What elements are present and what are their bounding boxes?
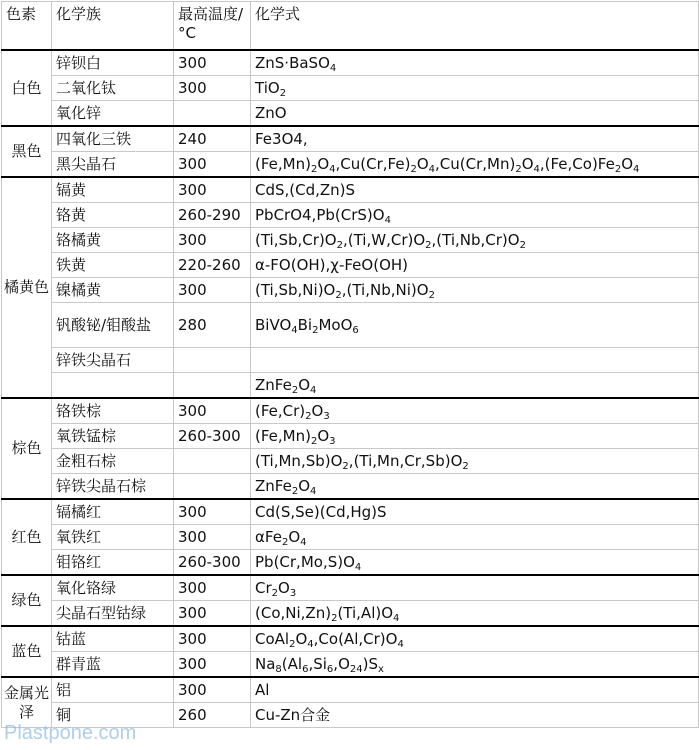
max-temp-cell: 300 [174, 228, 251, 253]
formula-cell: $(Ti,Mn,Sb)O_2,(Ti,Mn,Cr,Sb)O_2$ [251, 449, 699, 474]
table-row [2, 348, 699, 373]
formula-cell: $PbCrO4,Pb(CrS)O_4$ [251, 203, 699, 228]
formula-cell: ZnO [251, 101, 699, 127]
chem-family-cell: 锌钡白 [52, 50, 174, 76]
max-temp-cell: 300 [174, 177, 251, 203]
chem-family-cell: 氧化铬绿 [52, 575, 174, 601]
max-temp-cell: 260-300 [174, 424, 251, 449]
max-temp-cell: 300 [174, 525, 251, 550]
chem-family-cell: 氧化锌 [52, 101, 174, 127]
max-temp-cell: 300 [174, 278, 251, 303]
table-row [2, 303, 699, 348]
formula-cell: $\alpha Fe_2O_4$ [251, 525, 699, 550]
header-row [2, 2, 699, 51]
chem-family-cell [52, 373, 174, 399]
max-temp-cell: 300 [174, 499, 251, 525]
chem-family-cell: 氧铁锰棕 [52, 424, 174, 449]
category-cell: 红色 [2, 499, 52, 575]
formula-cell: $(Ti,Sb,Cr)O_2,(Ti,W,Cr)O_2,(Ti,Nb,Cr)O_2$ [251, 228, 699, 253]
pigment-table [1, 1, 699, 728]
table-row [2, 152, 699, 178]
table-row [2, 278, 699, 303]
max-temp-cell: 300 [174, 398, 251, 424]
formula-cell: Cd(S,Se)(Cd,Hg)S [251, 499, 699, 525]
table-row [2, 474, 699, 500]
max-temp-cell: 300 [174, 677, 251, 703]
chem-family-cell: 镉橘红 [52, 499, 174, 525]
header-chem-family: 化学族 [52, 2, 174, 51]
max-temp-cell [174, 474, 251, 500]
table-row [2, 703, 699, 728]
max-temp-cell: 300 [174, 76, 251, 101]
chem-family-cell: 铁黄 [52, 253, 174, 278]
chem-family-cell: 铜 [52, 703, 174, 728]
max-temp-cell: 260 [174, 703, 251, 728]
chem-family-cell: 尖晶石型钴绿 [52, 601, 174, 627]
chem-family-cell: 铬黄 [52, 203, 174, 228]
max-temp-cell: 220-260 [174, 253, 251, 278]
table-row [2, 50, 699, 76]
formula-cell: α-FO(OH),χ-FeO(OH) [251, 253, 699, 278]
max-temp-cell: 260-300 [174, 550, 251, 576]
watermark: Plastpone.com [4, 722, 137, 744]
table-row [2, 126, 699, 152]
category-cell: 蓝色 [2, 626, 52, 677]
formula-cell: $(Fe,Cr)_2O_3$ [251, 398, 699, 424]
chem-family-cell: 铬橘黄 [52, 228, 174, 253]
pigment-table-body [2, 2, 699, 728]
max-temp-cell: 260-290 [174, 203, 251, 228]
formula-cell: ZnS·BaSO$_4$ [251, 50, 699, 76]
chem-family-cell: 钼铬红 [52, 550, 174, 576]
chem-family-cell: 镍橘黄 [52, 278, 174, 303]
table-row [2, 626, 699, 652]
table-row [2, 101, 699, 127]
formula-cell: $BiVO_4Bi_2MoO_6$ [251, 303, 699, 348]
header-max-temp: 最高温度/°C [174, 2, 251, 51]
max-temp-cell: 300 [174, 152, 251, 178]
formula-cell: $(Co,Ni,Zn)_2(Ti,Al)O_4$ [251, 601, 699, 627]
chem-family-cell: 钒酸铋/钼酸盐 [52, 303, 174, 348]
chem-family-cell: 铝 [52, 677, 174, 703]
formula-cell: $(Fe,Mn)_2O_3$ [251, 424, 699, 449]
chem-family-cell: 金粗石棕 [52, 449, 174, 474]
formula-cell: Fe3O4, [251, 126, 699, 152]
max-temp-cell [174, 373, 251, 399]
category-cell: 橘黄色 [2, 177, 52, 398]
table-row [2, 76, 699, 101]
max-temp-cell: 300 [174, 601, 251, 627]
formula-cell: CdS,(Cd,Zn)S [251, 177, 699, 203]
chem-family-cell: 锌铁尖晶石 [52, 348, 174, 373]
table-row [2, 253, 699, 278]
chem-family-cell: 群青蓝 [52, 652, 174, 678]
max-temp-cell: 300 [174, 575, 251, 601]
table-row [2, 499, 699, 525]
category-cell: 棕色 [2, 398, 52, 499]
formula-cell: Cu-Zn合金 [251, 703, 699, 728]
category-cell: 白色 [2, 50, 52, 126]
chem-family-cell: 铬铁棕 [52, 398, 174, 424]
chem-family-cell: 黑尖晶石 [52, 152, 174, 178]
formula-cell: Al [251, 677, 699, 703]
max-temp-cell: 300 [174, 652, 251, 678]
max-temp-cell [174, 101, 251, 127]
table-row [2, 550, 699, 576]
chem-family-cell: 二氧化钛 [52, 76, 174, 101]
formula-cell: $Cr_2O_3$ [251, 575, 699, 601]
table-row [2, 228, 699, 253]
max-temp-cell: 240 [174, 126, 251, 152]
chem-family-cell: 四氧化三铁 [52, 126, 174, 152]
formula-cell: TiO$_2$ [251, 76, 699, 101]
max-temp-cell [174, 449, 251, 474]
max-temp-cell: 300 [174, 50, 251, 76]
max-temp-cell: 300 [174, 626, 251, 652]
chem-family-cell: 镉黄 [52, 177, 174, 203]
table-row [2, 373, 699, 399]
table-row [2, 575, 699, 601]
table-row [2, 525, 699, 550]
formula-cell: $CoAl_2O_4,Co(Al,Cr)O_4$ [251, 626, 699, 652]
formula-cell: $(Ti,Sb,Ni)O_2,(Ti,Nb,Ni)O_2$ [251, 278, 699, 303]
formula-cell [251, 348, 699, 373]
table-row [2, 601, 699, 627]
table-row [2, 449, 699, 474]
chem-family-cell: 锌铁尖晶石棕 [52, 474, 174, 500]
max-temp-cell [174, 348, 251, 373]
table-row [2, 398, 699, 424]
chem-family-cell: 钴蓝 [52, 626, 174, 652]
table-row [2, 652, 699, 678]
formula-cell: $(Fe,Mn)_2O_4,Cu(Cr,Fe)_2O_4,Cu(Cr,Mn)_2O_4,(Fe,Co)Fe_2O_4$ [251, 152, 699, 178]
header-formula: 化学式 [251, 2, 699, 51]
formula-cell: $ZnFe_2O_4$ [251, 474, 699, 500]
chem-family-cell: 氧铁红 [52, 525, 174, 550]
header-pigment: 色素 [2, 2, 52, 51]
table-row [2, 177, 699, 203]
table-row [2, 203, 699, 228]
table-row [2, 424, 699, 449]
max-temp-cell: 280 [174, 303, 251, 348]
formula-cell: $Na_8(Al_6,Si_6,O_{24})S_x$ [251, 652, 699, 678]
formula-cell: $ZnFe_2O_4$ [251, 373, 699, 399]
table-row [2, 677, 699, 703]
formula-cell: $Pb(Cr,Mo,S)O_4$ [251, 550, 699, 576]
category-cell: 绿色 [2, 575, 52, 626]
category-cell: 金属光泽 [2, 677, 52, 728]
category-cell: 黑色 [2, 126, 52, 177]
